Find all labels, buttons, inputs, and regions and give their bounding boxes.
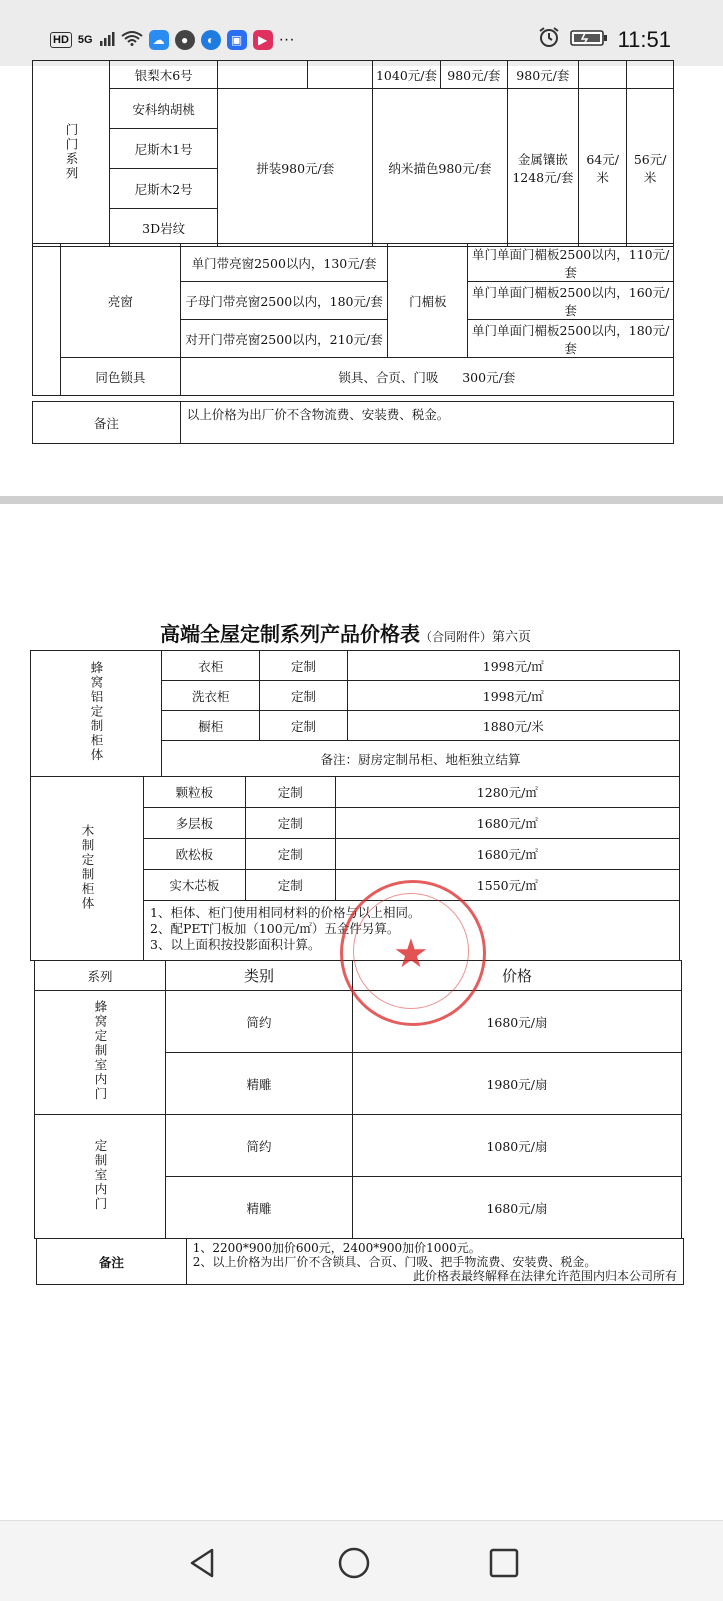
clock-time: 11:51	[617, 27, 671, 52]
door-category: 精雕	[166, 1177, 353, 1239]
door-price: 1680元/扇	[352, 1177, 681, 1239]
transom-table	[32, 243, 674, 396]
door-category: 简约	[166, 991, 353, 1053]
final-note: 2、以上价格为出厂价不含锁具、合页、门吸、把手物流费、安装费、税金。	[192, 1255, 597, 1269]
wood-notes-cell	[144, 901, 680, 961]
door-price: 1980元/扇	[352, 1053, 681, 1115]
back-button[interactable]	[182, 1543, 222, 1583]
honeycomb-label: 蜂窝铝定制柜体	[89, 661, 104, 763]
lock-label: 同色锁具	[60, 358, 180, 396]
final-note-label: 备注	[37, 1239, 187, 1285]
wifi-icon	[121, 30, 143, 50]
wood-cabinet-table	[30, 776, 680, 961]
door2-series-cell	[35, 1115, 166, 1239]
page-divider	[0, 496, 723, 504]
door-price-table	[34, 960, 682, 1239]
navigation-bar	[0, 1520, 723, 1601]
item-type: 定制	[245, 777, 335, 808]
transom-row: 子母门带亮窗2500以内，180元/套	[180, 282, 388, 320]
honeycomb-cabinet-table	[30, 650, 680, 777]
title-sub: （合同附件）	[420, 630, 493, 644]
honeycomb-series-cell	[31, 651, 162, 777]
alarm-icon	[538, 26, 560, 54]
wood-note: 1、柜体、柜门使用相同材料的价格与以上相同。	[150, 905, 421, 920]
item-type: 定制	[260, 711, 347, 741]
item-price: 1680元/㎡	[335, 808, 679, 839]
battery-icon	[570, 27, 608, 53]
wood-series-cell	[31, 777, 144, 961]
note-table	[32, 401, 674, 444]
status-right	[538, 26, 671, 54]
lintel-row: 单门单面门楣板2500以内，110元/套	[468, 244, 674, 282]
final-note: 1、2200*900加价600元，2400*900加价1000元。	[192, 1241, 481, 1255]
recents-icon	[486, 1545, 522, 1581]
more-notifications-icon: ···	[278, 31, 295, 48]
chat-app-icon: ●	[175, 30, 195, 50]
price-cell: 980元/套	[440, 61, 507, 89]
door1-label: 蜂窝定制室内门	[93, 1000, 108, 1102]
item-name: 颗粒板	[144, 777, 246, 808]
page-title	[160, 618, 531, 647]
wood-row: 银梨木6号	[110, 61, 218, 89]
item-type: 定制	[245, 808, 335, 839]
item-price: 1998元/㎡	[347, 651, 679, 681]
wood-note: 3、以上面积按投影面积计算。	[150, 937, 321, 952]
door-price: 1680元/扇	[352, 991, 681, 1053]
status-bar	[0, 0, 723, 66]
door-price: 1080元/扇	[352, 1115, 681, 1177]
back-icon	[184, 1545, 220, 1581]
door2-label: 定制室内门	[93, 1138, 108, 1212]
door-category: 简约	[166, 1115, 353, 1177]
wood-row: 安科纳胡桃	[110, 89, 218, 129]
lintel-label: 门楣板	[388, 244, 468, 358]
note-value: 以上价格为出厂价不含物流费、安装费、税金。	[180, 402, 673, 444]
head-series: 系列	[35, 961, 166, 991]
empty-cell	[308, 61, 373, 89]
network-type: 5G	[77, 34, 93, 46]
item-name: 多层板	[144, 808, 246, 839]
price-metal: 金属镶嵌 1248元/套	[507, 89, 578, 247]
price-nano: 纳米描色980元/套	[373, 89, 508, 247]
series-cell	[33, 244, 61, 396]
price-per-meter-1: 64元/米	[578, 89, 626, 247]
seal-star-icon: ★	[393, 931, 429, 977]
empty-cell	[218, 61, 308, 89]
head-category: 类别	[166, 961, 353, 991]
item-name: 实木芯板	[144, 870, 246, 901]
wood-row: 尼斯木2号	[110, 169, 218, 209]
document-page-previous	[0, 66, 723, 496]
title-text: 高端全屋定制系列产品价格表	[160, 622, 420, 646]
item-type: 定制	[245, 870, 335, 901]
honeycomb-note: 备注：厨房定制吊柜、地柜独立结算	[162, 741, 680, 777]
lintel-row: 单门单面门楣板2500以内，180元/套	[468, 320, 674, 358]
final-notes-cell	[186, 1239, 683, 1285]
final-note-table	[36, 1238, 684, 1285]
browser-app-icon: ◐	[201, 30, 221, 50]
item-price: 1680元/㎡	[335, 839, 679, 870]
price-cell: 1040元/套	[373, 61, 441, 89]
store-app-icon: ▣	[227, 30, 247, 50]
empty-cell	[578, 61, 626, 89]
note-label: 备注	[33, 402, 181, 444]
head-price: 价格	[352, 961, 681, 991]
wood-label: 木制定制柜体	[80, 823, 95, 911]
lock-value: 锁具、合页、门吸 300元/套	[180, 358, 673, 396]
home-icon	[336, 1545, 372, 1581]
item-price: 1280元/㎡	[335, 777, 679, 808]
price-per-meter-2: 56元/米	[627, 89, 674, 247]
cloud-app-icon: ☁	[149, 30, 169, 50]
wood-note: 2、配PET门板加（100元/㎡）五金件另算。	[150, 921, 400, 936]
series-label-cell	[33, 61, 110, 247]
transom-label: 亮窗	[60, 244, 180, 358]
item-name: 洗衣柜	[162, 681, 260, 711]
item-price: 1880元/米	[347, 711, 679, 741]
item-name: 衣柜	[162, 651, 260, 681]
video-app-icon: ▶	[253, 30, 273, 50]
transom-row: 单门带亮窗2500以内，130元/套	[180, 244, 388, 282]
price-cell: 980元/套	[507, 61, 578, 89]
status-left	[50, 30, 295, 50]
item-price: 1550元/㎡	[335, 870, 679, 901]
door1-series-cell	[35, 991, 166, 1115]
door-category: 精雕	[166, 1053, 353, 1115]
item-name: 橱柜	[162, 711, 260, 741]
item-type: 定制	[245, 839, 335, 870]
item-name: 欧松板	[144, 839, 246, 870]
item-type: 定制	[260, 651, 347, 681]
price-install: 拼装980元/套	[218, 89, 373, 247]
hd-icon: HD	[50, 32, 72, 48]
home-button[interactable]	[334, 1543, 374, 1583]
wood-row: 3D岩纹	[110, 209, 218, 247]
transom-row: 对开门带亮窗2500以内，210元/套	[180, 320, 388, 358]
door-price-table	[32, 60, 674, 247]
lintel-row: 单门单面门楣板2500以内，160元/套	[468, 282, 674, 320]
footer-statement: 此价格表最终解释在法律允许范围内归本公司所有	[412, 1269, 677, 1283]
item-price: 1998元/㎡	[347, 681, 679, 711]
item-type: 定制	[260, 681, 347, 711]
signal-icon	[99, 30, 115, 50]
recents-button[interactable]	[484, 1543, 524, 1583]
empty-cell	[627, 61, 674, 89]
series-label: 门门系列	[64, 123, 79, 181]
wood-row: 尼斯木1号	[110, 129, 218, 169]
title-page-number: 第六页	[492, 630, 532, 645]
